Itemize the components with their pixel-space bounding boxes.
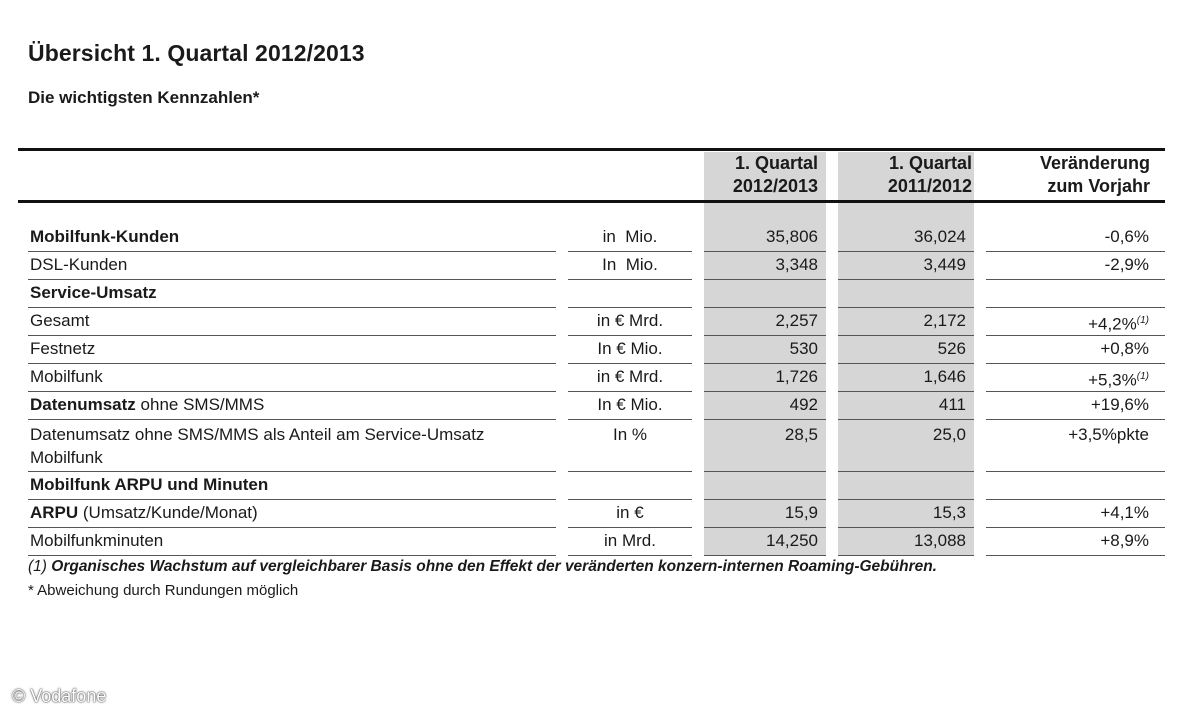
row-unit: in € Mrd.	[568, 364, 692, 392]
header-previous-line2: 2011/2012	[887, 176, 972, 196]
row-label	[28, 528, 556, 556]
row-value-current	[704, 472, 826, 500]
row-change-value: +4,1%	[1100, 503, 1149, 522]
row-value-previous: 25,0	[838, 422, 974, 472]
row-unit: In € Mio.	[568, 392, 692, 420]
table-top-rule	[18, 148, 1165, 151]
row-unit: In Mio.	[568, 252, 692, 280]
row-value-previous	[838, 472, 974, 500]
row-value-previous	[838, 280, 974, 308]
row-value-current: 492	[704, 392, 826, 420]
row-label	[28, 308, 556, 336]
row-label	[28, 336, 556, 364]
table-row	[18, 308, 1165, 336]
row-label-text: Mobilfunk	[30, 367, 103, 386]
row-change-value: -2,9%	[1104, 255, 1149, 274]
row-value-previous: 526	[838, 336, 974, 364]
row-unit: in Mrd.	[568, 528, 692, 556]
row-label-text: Datenumsatz ohne SMS/MMS als Anteil am Service-Umsatz Mobilfunk	[30, 425, 490, 467]
copyright-watermark: © Vodafone	[12, 686, 107, 706]
page-title: Übersicht 1. Quartal 2012/2013	[28, 40, 365, 66]
row-unit	[568, 280, 692, 308]
row-change-value: +5,3%	[1088, 370, 1137, 390]
row-change-value: +3,5%pkte	[1068, 425, 1149, 444]
row-change	[986, 280, 1165, 308]
row-value-previous: 36,024	[838, 224, 974, 252]
row-label	[28, 252, 556, 280]
row-change	[986, 500, 1165, 528]
row-label	[28, 422, 556, 472]
row-change	[986, 528, 1165, 556]
row-label-bold: Mobilfunk ARPU und Minuten	[30, 475, 269, 494]
table-row	[18, 422, 1165, 472]
footnote-rounding: * Abweichung durch Rundungen möglich	[28, 582, 299, 599]
row-label	[28, 500, 556, 528]
row-value-current: 530	[704, 336, 826, 364]
row-label-bold: Service-Umsatz	[30, 283, 157, 302]
table-row	[18, 528, 1165, 556]
row-label-bold: Mobilfunk-Kunden	[30, 227, 180, 246]
row-label-text: ohne SMS/MMS	[135, 395, 265, 414]
header-change-line2: zum Vorjahr	[1047, 176, 1150, 196]
row-value-previous: 13,088	[838, 528, 974, 556]
table-row	[18, 500, 1165, 528]
table-row	[18, 392, 1165, 420]
row-unit	[568, 472, 692, 500]
footnote-roaming	[28, 558, 937, 576]
row-change	[986, 252, 1165, 280]
table-row	[18, 252, 1165, 280]
row-unit: In € Mio.	[568, 336, 692, 364]
row-value-current: 2,257	[704, 308, 826, 336]
row-change	[986, 364, 1165, 392]
row-value-previous: 3,449	[838, 252, 974, 280]
row-value-previous: 15,3	[838, 500, 974, 528]
row-label-text: DSL-Kunden	[30, 255, 128, 274]
row-change-value: +4,2%	[1088, 314, 1137, 334]
row-change	[986, 392, 1165, 420]
row-change	[986, 308, 1165, 336]
row-label	[28, 280, 556, 308]
row-value-current: 15,9	[704, 500, 826, 528]
row-change	[986, 336, 1165, 364]
kpi-table	[18, 148, 1165, 558]
row-change	[986, 422, 1165, 472]
table-row	[18, 224, 1165, 252]
row-unit: in € Mrd.	[568, 308, 692, 336]
table-row	[18, 472, 1165, 500]
row-change-footnote-ref: (1)	[1136, 315, 1149, 326]
table-row	[18, 336, 1165, 364]
page-subtitle: Die wichtigsten Kennzahlen*	[28, 88, 260, 107]
row-change-value: +0,8%	[1100, 339, 1149, 358]
row-label-text: (Umsatz/Kunde/Monat)	[78, 503, 258, 522]
footnote-text: Organisches Wachstum auf vergleichbarer Basis ohne den Effekt der veränderten konzern-internen Roaming-Gebühren.	[46, 558, 937, 575]
row-change	[986, 224, 1165, 252]
row-value-current: 14,250	[704, 528, 826, 556]
row-label	[28, 392, 556, 420]
row-unit: In %	[568, 422, 692, 472]
row-change-value: +8,9%	[1100, 531, 1149, 550]
header-current-quarter	[704, 152, 818, 198]
row-label-bold: Datenumsatz	[30, 395, 136, 414]
header-change-line1: Veränderung	[1039, 153, 1150, 173]
row-label-text: Mobilfunkminuten	[30, 531, 164, 550]
row-value-previous: 2,172	[838, 308, 974, 336]
row-value-current: 3,348	[704, 252, 826, 280]
row-unit: in €	[568, 500, 692, 528]
header-previous-line1: 1. Quartal	[888, 153, 972, 173]
header-current-line2: 2012/2013	[732, 176, 818, 196]
row-value-previous: 1,646	[838, 364, 974, 392]
row-value-current: 1,726	[704, 364, 826, 392]
row-value-current: 28,5	[704, 422, 826, 472]
row-unit: in Mio.	[568, 224, 692, 252]
table-header-rule	[18, 200, 1165, 203]
header-current-line1: 1. Quartal	[734, 153, 818, 173]
header-previous-quarter	[838, 152, 972, 198]
row-label-text: Festnetz	[30, 339, 96, 358]
row-value-current: 35,806	[704, 224, 826, 252]
row-change	[986, 472, 1165, 500]
row-label	[28, 472, 556, 500]
table-row	[18, 364, 1165, 392]
row-change-value: +19,6%	[1090, 395, 1149, 414]
row-value-current	[704, 280, 826, 308]
footnote-ref: (1)	[28, 558, 47, 575]
row-label-text: Gesamt	[30, 311, 90, 330]
row-label	[28, 224, 556, 252]
row-label-bold: ARPU	[30, 503, 79, 522]
header-change	[980, 152, 1150, 198]
row-change-footnote-ref: (1)	[1136, 371, 1149, 382]
row-change-value: -0,6%	[1104, 227, 1149, 246]
table-row	[18, 280, 1165, 308]
row-value-previous: 411	[838, 392, 974, 420]
row-label	[28, 364, 556, 392]
